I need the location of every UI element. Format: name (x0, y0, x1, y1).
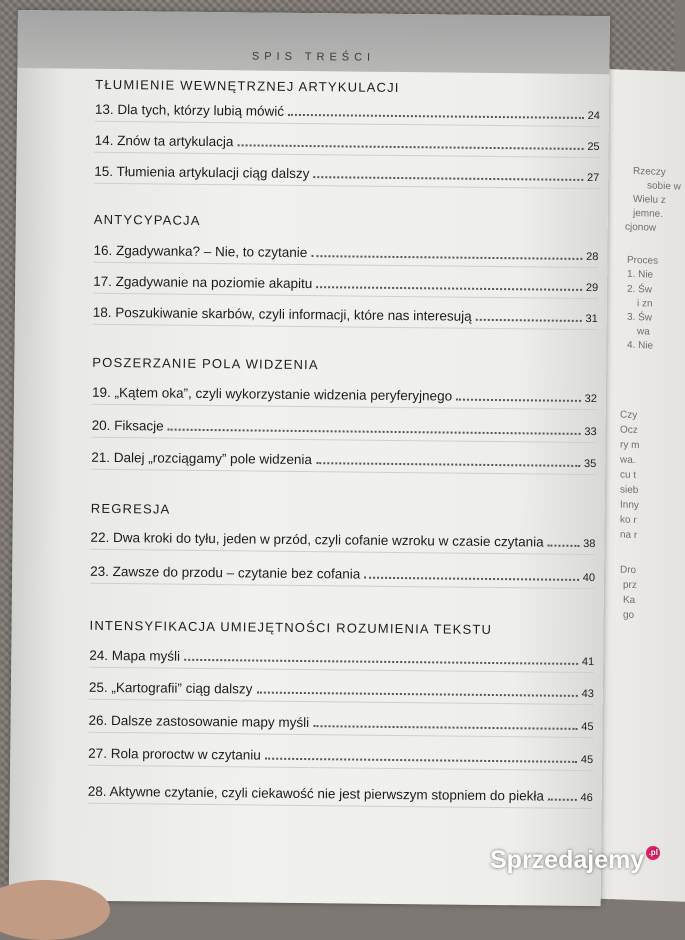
toc-entry (95, 130, 600, 158)
adjacent-text: Rzeczy (633, 165, 666, 179)
toc-entry-title: 21. Dalej „rozciągamy” pole widzenia (91, 449, 312, 468)
toc-entry-page: 33 (584, 425, 597, 439)
toc-entry (89, 677, 594, 705)
toc-entry-title: 23. Zawsze do przodu – czytanie bez cofania (90, 563, 361, 582)
dot-leader (548, 799, 577, 801)
toc-entry-page: 46 (580, 791, 593, 805)
toc-entry (93, 302, 598, 330)
adjacent-text: na r (620, 529, 638, 542)
adjacent-text: Ocz (620, 424, 638, 437)
toc-entry (93, 271, 598, 299)
dot-leader (311, 255, 582, 260)
toc-entry-title: 16. Zgadywanka? – Nie, to czytanie (93, 242, 308, 261)
adjacent-text: Wielu z (633, 193, 666, 207)
toc-entry-page: 45 (580, 753, 594, 767)
dot-leader (476, 319, 582, 322)
adjacent-text: i zn (637, 298, 653, 310)
toc-entry-title: 24. Mapa myśli (89, 647, 181, 664)
adjacent-text: Inny (620, 499, 639, 512)
toc-entry (89, 645, 594, 673)
adjacent-text: jemne. (633, 207, 664, 220)
toc-entry (95, 99, 600, 127)
toc-entry-page: 41 (581, 655, 595, 669)
section-title: INTENSYFIKACJA UMIEJĘTNOŚCI ROZUMIENIA TEKSTU (89, 617, 493, 637)
dot-leader (316, 462, 580, 467)
toc-entry-page: 24 (587, 109, 600, 123)
adjacent-text: 3. Św (627, 311, 653, 324)
watermark-logo (490, 846, 660, 875)
toc-entry (94, 161, 599, 189)
toc-entry-title: 25. „Kartografii” ciąg dalszy (88, 679, 253, 697)
watermark-suffix: .pl (646, 846, 660, 860)
toc-entry (91, 447, 596, 475)
dot-leader (456, 399, 581, 402)
toc-entry-title: 20. Fiksacje (91, 417, 164, 434)
dot-leader (237, 144, 583, 150)
adjacent-text: Dro (620, 564, 637, 577)
adjacent-text: Proces (627, 254, 659, 267)
toc-entry-page: 38 (583, 537, 596, 551)
toc-entry-title: 13. Dla tych, którzy lubią mówić (94, 101, 285, 119)
adjacent-text: cjonow (625, 221, 657, 234)
toc-entry-page: 28 (586, 250, 599, 264)
toc-entry-page: 29 (585, 281, 599, 295)
watermark-text: Sprzedajemy (490, 846, 645, 874)
toc-entry-title: 26. Dalsze zastosowanie mapy myśli (88, 712, 310, 731)
toc-entry (93, 240, 598, 268)
adjacent-text: 2. Św (627, 283, 653, 296)
adjacent-text: ry m (620, 439, 640, 452)
adjacent-text: wa. (620, 454, 636, 467)
adjacent-text: 1. Nie (627, 268, 654, 281)
adjacent-text: ko r (620, 514, 637, 527)
adjacent-text: 4. Nie (627, 339, 654, 352)
toc-entry-title: 14. Znów ta artykulacja (94, 132, 234, 150)
toc-entry-page: 45 (581, 720, 594, 734)
adjacent-text: sieb (620, 484, 639, 497)
section-title: POSZERZANIE POLA WIDZENIA (92, 354, 319, 373)
toc-entry-title: 22. Dwa kroki do tyłu, jeden w przód, czyli cofanie wzroku w czasie czytania (90, 529, 544, 550)
toc-entry (90, 561, 595, 589)
dot-leader (313, 176, 583, 181)
toc-entry-page: 27 (586, 171, 600, 185)
toc-entry-title: 27. Rola proroctw w czytaniu (88, 745, 261, 763)
dot-leader (316, 286, 582, 291)
toc-entry-page: 31 (585, 312, 598, 326)
adjacent-text: Ka (623, 594, 636, 607)
dot-leader (265, 758, 577, 763)
toc-entry (88, 781, 593, 809)
dot-leader (548, 545, 580, 547)
dot-leader (364, 577, 579, 581)
toc-entry (92, 415, 597, 443)
toc-entry-page: 40 (582, 571, 596, 585)
toc-entry-page: 32 (584, 392, 598, 406)
adjacent-text: go (623, 609, 635, 621)
toc-entry-title: 19. „Kątem oka”, czyli wykorzystanie widzenia peryferyjnego (91, 384, 453, 404)
section-title: TŁUMIENIE WEWNĘTRZNEJ ARTYKULACJI (95, 76, 400, 96)
adjacent-text: Czy (620, 409, 638, 422)
toc-entry-title: 18. Poszukiwanie skarbów, czyli informacji, które nas interesują (92, 304, 472, 324)
toc-entry-page: 25 (587, 140, 600, 154)
page-header-title: SPIS TREŚCI (251, 50, 376, 64)
toc-entry (90, 527, 595, 555)
toc-entry-title: 28. Aktywne czytanie, czyli ciekawość nie jest pierwszym stopniem do piekła (87, 783, 545, 804)
toc-entry-title: 17. Zgadywanie na poziomie akapitu (93, 273, 313, 292)
toc-entry (88, 743, 593, 771)
dot-leader (288, 114, 584, 119)
toc-entry (88, 710, 593, 738)
adjacent-text: cu t (620, 469, 637, 482)
section-title: REGRESJA (90, 500, 171, 517)
dot-leader (184, 659, 578, 665)
toc-entry-page: 35 (583, 457, 597, 471)
adjacent-text: sobie w (647, 180, 681, 193)
dot-leader (313, 725, 577, 730)
book-page (9, 10, 610, 906)
toc-entry-page: 43 (581, 687, 594, 701)
dot-leader (168, 429, 581, 435)
section-title: ANTYCYPACJA (93, 211, 201, 228)
toc-entry-title: 15. Tłumienia artykulacji ciąg dalszy (94, 163, 310, 182)
dot-leader (256, 692, 577, 697)
adjacent-text: prz (623, 579, 637, 592)
toc-entry (92, 382, 597, 410)
adjacent-text: wa (637, 326, 650, 338)
